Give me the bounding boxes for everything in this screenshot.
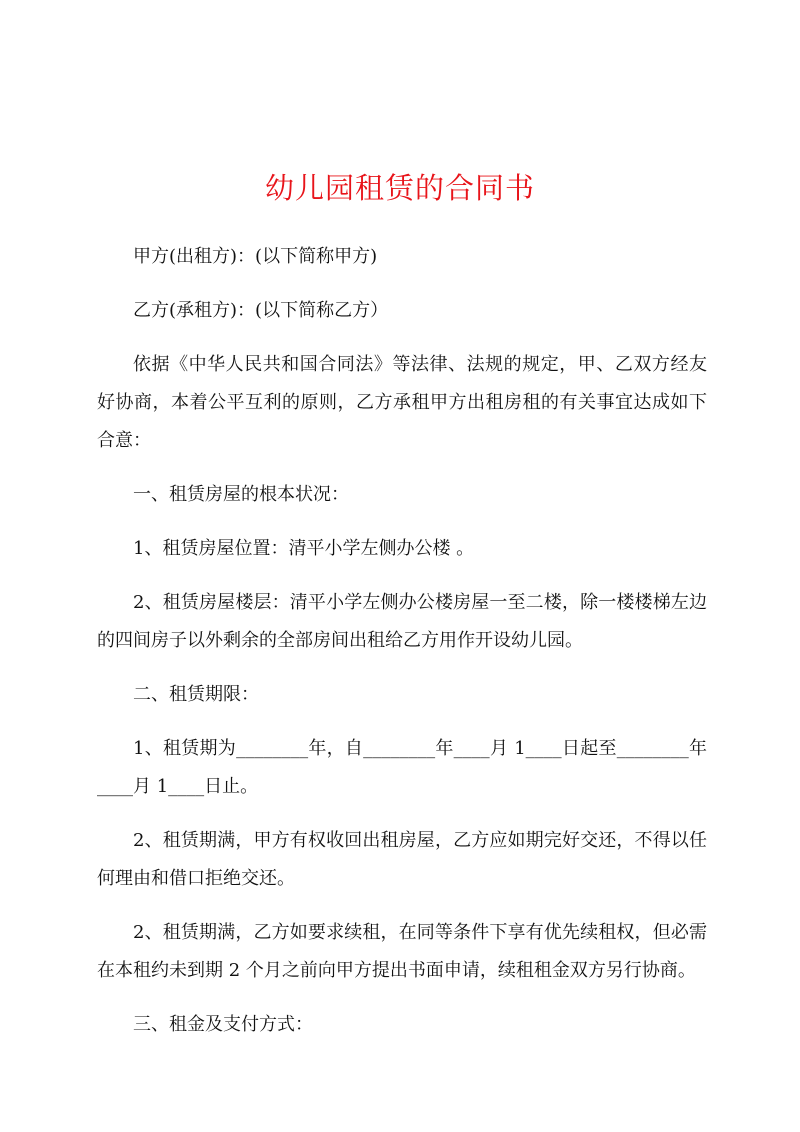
document-title: 幼儿园租赁的合同书 bbox=[264, 171, 535, 205]
clause-1-1: 1、租赁房屋位置：清平小学左侧办公楼 。 bbox=[133, 538, 475, 559]
clause-2-2: 2、租赁期满，甲方有权收回出租房屋，乙方应如期完好交还，不得以任何理由和借口拒绝交还。 bbox=[97, 830, 707, 889]
section-heading-1: 一、租赁房屋的根本状况： bbox=[133, 484, 349, 505]
clause-2-3: 2、租赁期满，乙方如要求续租，在同等条件下享有优先续租权，但必需在本租约未到期 2 个月之前向甲方提出书面申请，续租租金双方另行协商。 bbox=[97, 922, 707, 981]
party-a-line: 甲方(出租方)：(以下简称甲方) bbox=[133, 246, 378, 267]
document-body bbox=[97, 238, 713, 1060]
clause-1-2: 2、租赁房屋楼层：清平小学左侧办公楼房屋一至二楼，除一楼楼梯左边的四间房子以外剩余的全部房间出租给乙方用作开设幼儿园。 bbox=[97, 592, 707, 651]
party-b-line: 乙方(承租方)：(以下简称乙方） bbox=[133, 300, 389, 321]
intro-paragraph: 依据《中华人民共和国合同法》等法律、法规的规定，甲、乙双方经友好协商，本着公平互利的原则，乙方承租甲方出租房租的有关事宜达成如下合意： bbox=[97, 354, 707, 451]
clause-2-1: 1、租赁期为________年，自________年____月 1____日起至________年 ____月 1____日止。 bbox=[97, 738, 713, 797]
section-heading-3: 三、租金及支付方式： bbox=[133, 1014, 313, 1035]
section-heading-2: 二、租赁期限： bbox=[133, 684, 259, 705]
